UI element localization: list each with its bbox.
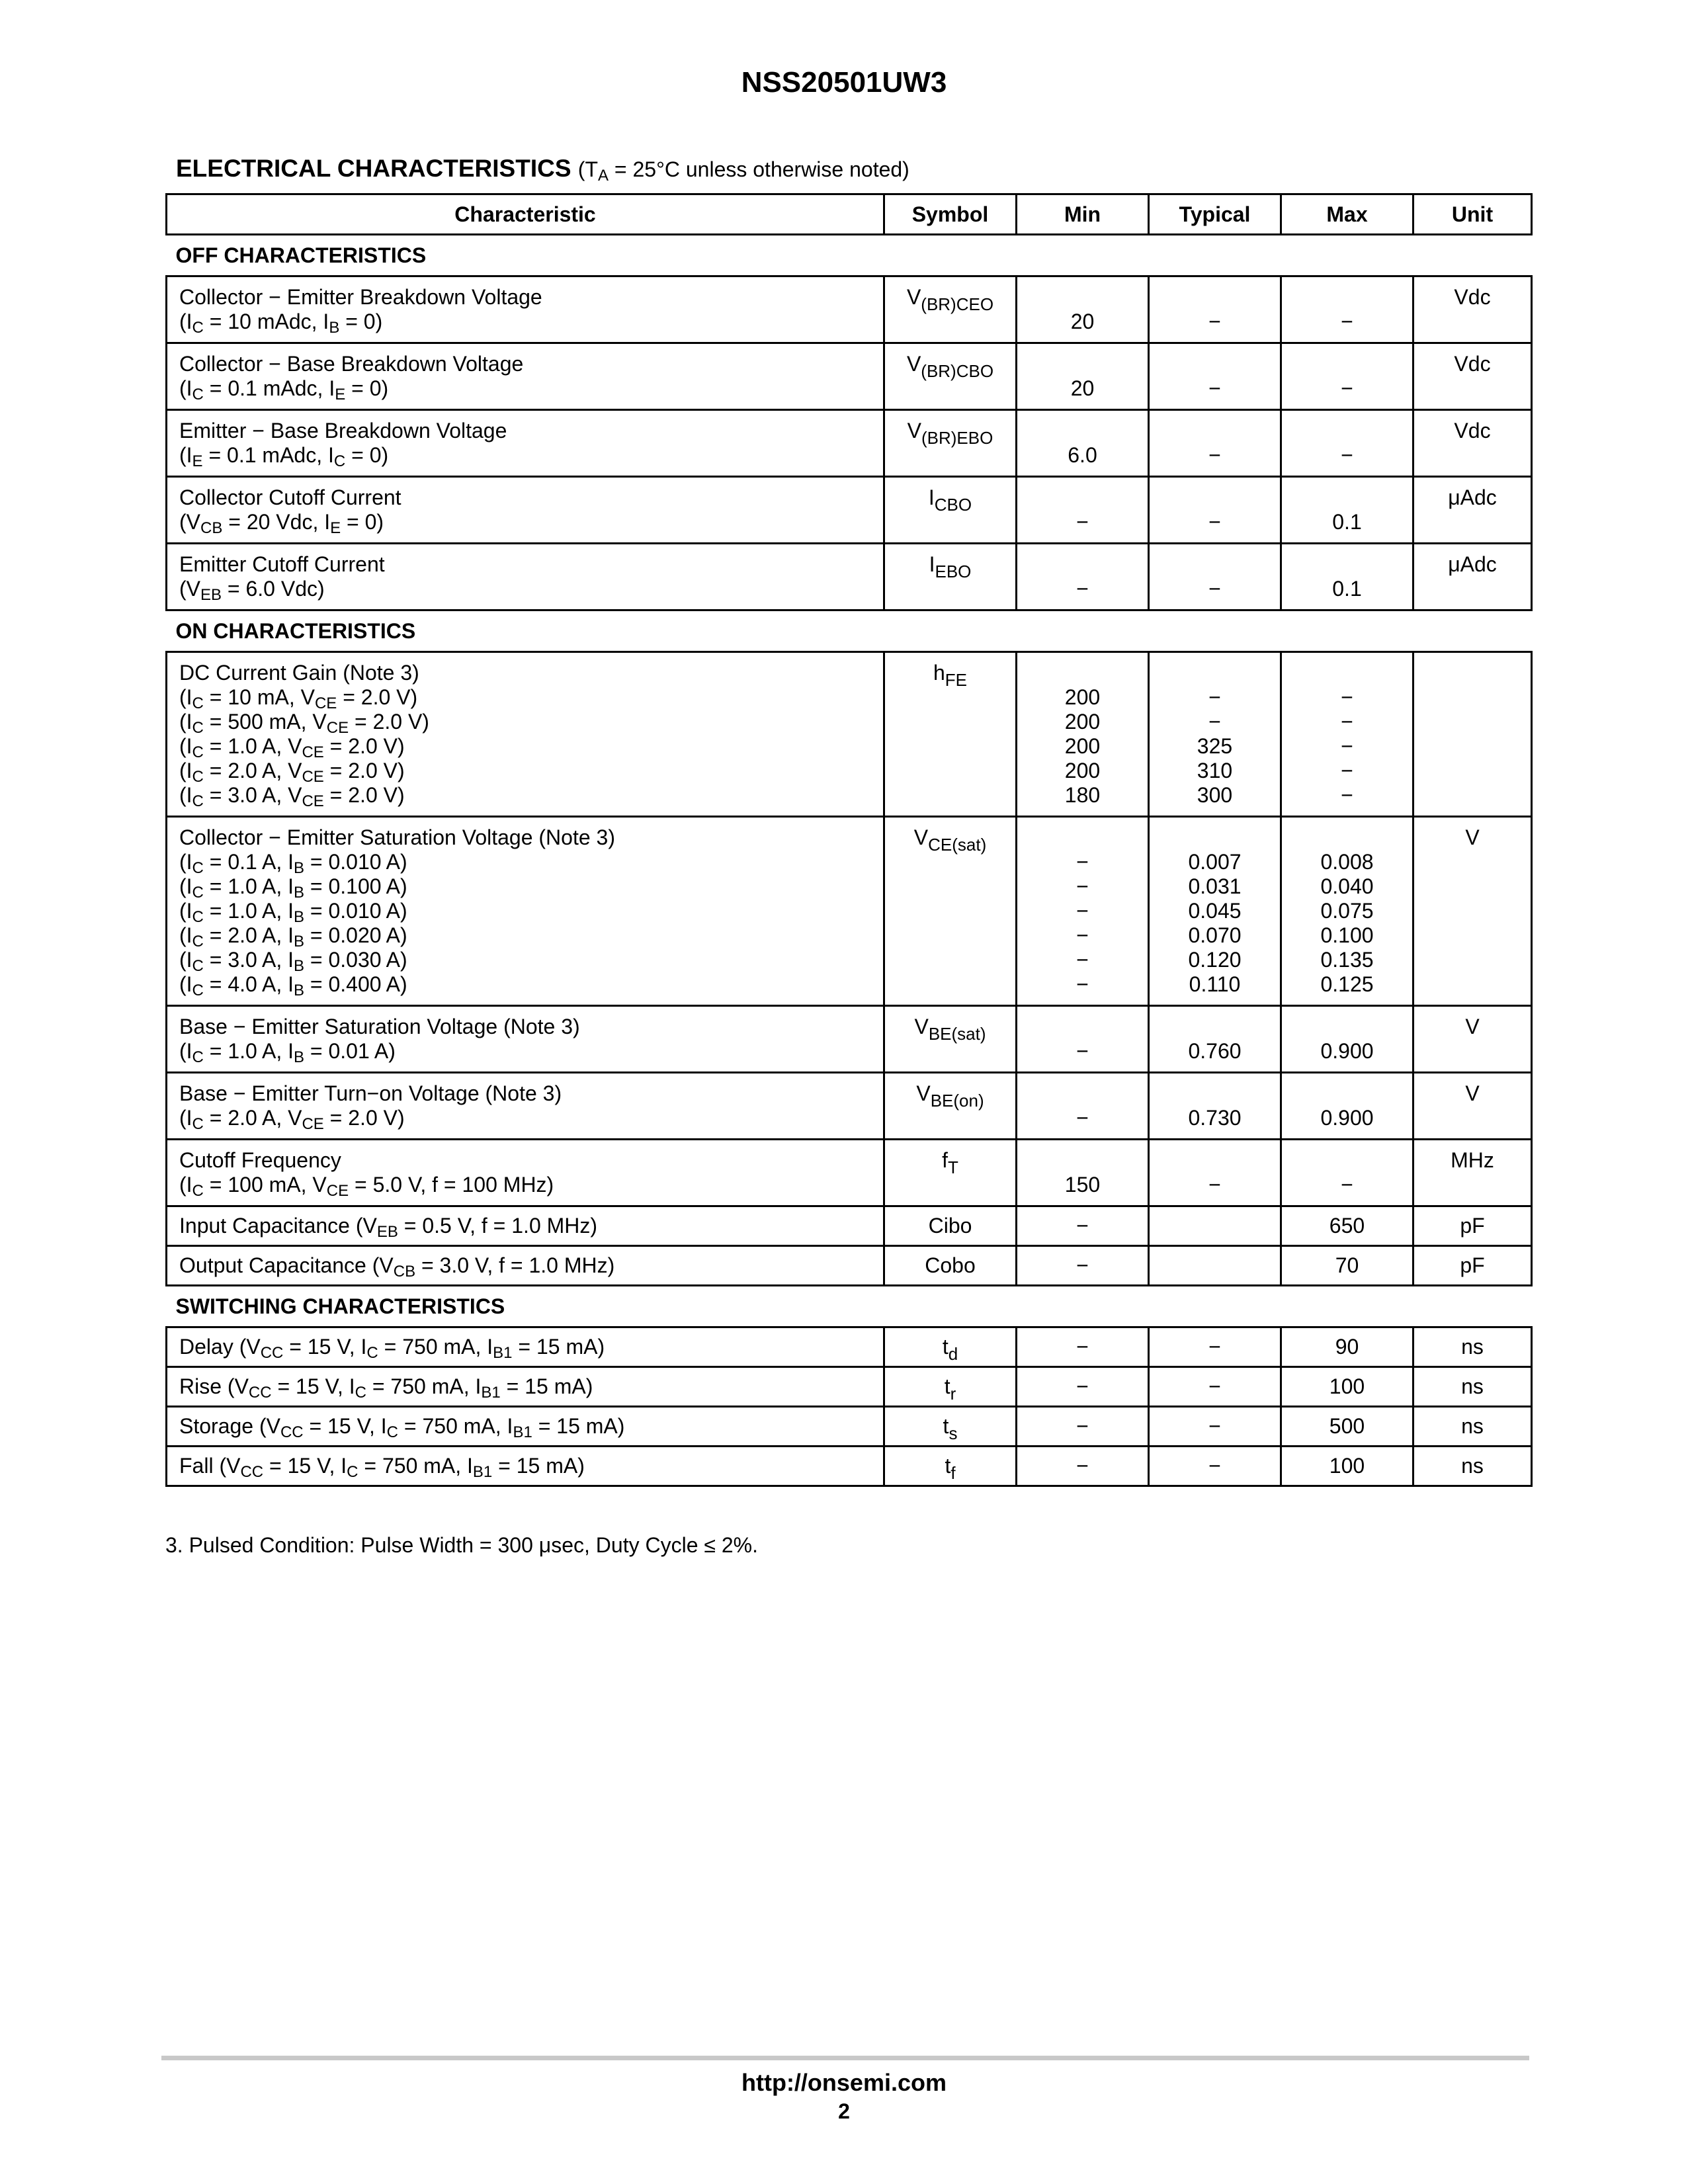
min-cell: 20 — [1017, 343, 1149, 410]
characteristic-cell: Output Capacitance ($V_{CB} = 3.0$ V, f = 1.0 MHz) — [167, 1246, 884, 1286]
symbol-cell: $t_r$ — [884, 1367, 1017, 1407]
unit-cell: V — [1414, 1006, 1532, 1073]
table-row — [167, 276, 1532, 343]
typical-cell: − − 325 310 300 — [1149, 652, 1281, 817]
section-condition: ($T_A = 25^\circ C$ unless otherwise noted) — [577, 157, 909, 185]
symbol-cell: $h_{FE}$ — [884, 652, 1017, 817]
unit-cell: V — [1414, 817, 1532, 1006]
characteristic-cell: Storage ($V_{CC} = 15$ V, $I_C = 750$ mA, $I_{B1} = 15$ mA) — [167, 1407, 884, 1447]
typical-cell: − — [1149, 1140, 1281, 1206]
min-cell: 150 — [1017, 1140, 1149, 1206]
category-row-off — [167, 235, 1532, 276]
typical-cell — [1149, 1246, 1281, 1286]
document-title: NSS20501UW3 — [741, 66, 947, 99]
category-row-on — [167, 610, 1532, 652]
max-cell: 650 — [1281, 1206, 1414, 1246]
footer-link[interactable]: http://onsemi.com — [741, 2069, 947, 2096]
min-cell: − — [1017, 1246, 1149, 1286]
characteristic-cell: Fall ($V_{CC} = 15$ V, $I_C = 750$ mA, $I_{B1} = 15$ mA) — [167, 1447, 884, 1486]
max-cell: − — [1281, 343, 1414, 410]
characteristic-cell: Input Capacitance ($V_{EB} = 0.5$ V, f = 1.0 MHz) — [167, 1206, 884, 1246]
table-header-row — [167, 194, 1532, 235]
min-cell: − — [1017, 1006, 1149, 1073]
unit-cell: ns — [1414, 1407, 1532, 1447]
max-cell: 100 — [1281, 1447, 1414, 1486]
min-cell: − — [1017, 1327, 1149, 1367]
symbol-cell: $t_d$ — [884, 1327, 1017, 1367]
typical-cell: − — [1149, 1327, 1281, 1367]
category-title: OFF CHARACTERISTICS — [167, 235, 1532, 276]
table-row — [167, 1367, 1532, 1407]
typical-cell: − — [1149, 544, 1281, 610]
typical-cell: − — [1149, 1407, 1281, 1447]
table-row — [167, 1206, 1532, 1246]
unit-cell: Vdc — [1414, 410, 1532, 477]
max-cell: − — [1281, 276, 1414, 343]
column-header-max: Max — [1281, 194, 1414, 235]
characteristic-cell: DC Current Gain (Note 3) ($I_C = 10$ mA, $V_{CE} = 2.0$ V) ($I_C = 500$ mA, $V_{CE} = 2.0$ V) ($I_C = 1.0$ A, $V_{CE} = 2.0$ V) ($I_C = 2.0$ A, $V_{CE} = 2.0$ V) ($I_C = 3.0$ A, $V_{CE} = 2.0$ V) — [167, 652, 884, 817]
max-cell: − — [1281, 410, 1414, 477]
category-row-switching — [167, 1286, 1532, 1327]
typical-cell — [1149, 1206, 1281, 1246]
table-row — [167, 817, 1532, 1006]
category-title: SWITCHING CHARACTERISTICS — [167, 1286, 1532, 1327]
symbol-cell: Cobo — [884, 1246, 1017, 1286]
min-cell: 6.0 — [1017, 410, 1149, 477]
max-cell: 0.900 — [1281, 1006, 1414, 1073]
unit-cell: ns — [1414, 1327, 1532, 1367]
table-row — [167, 343, 1532, 410]
column-header-symbol: Symbol — [884, 194, 1017, 235]
characteristic-cell: Collector − Emitter Breakdown Voltage ($I_C = 10$ mAdc, $I_B = 0$) — [167, 276, 884, 343]
characteristic-cell: Base − Emitter Turn−on Voltage (Note 3) ($I_C = 2.0$ A, $V_{CE} = 2.0$ V) — [167, 1073, 884, 1140]
unit-cell: μAdc — [1414, 477, 1532, 544]
typical-cell: − — [1149, 1367, 1281, 1407]
symbol-cell: $I_{EBO}$ — [884, 544, 1017, 610]
max-cell: 100 — [1281, 1367, 1414, 1407]
characteristic-cell: Emitter − Base Breakdown Voltage ($I_E = 0.1$ mAdc, $I_C = 0$) — [167, 410, 884, 477]
characteristic-cell: Delay ($V_{CC} = 15$ V, $I_C = 750$ mA, $I_{B1} = 15$ mA) — [167, 1327, 884, 1367]
max-cell: − − − − − — [1281, 652, 1414, 817]
typical-cell: − — [1149, 343, 1281, 410]
min-cell: − — [1017, 1447, 1149, 1486]
table-row — [167, 1073, 1532, 1140]
characteristic-cell: Rise ($V_{CC} = 15$ V, $I_C = 750$ mA, $I_{B1} = 15$ mA) — [167, 1367, 884, 1407]
symbol-cell: $V_{BE(on)}$ — [884, 1073, 1017, 1140]
unit-cell: pF — [1414, 1246, 1532, 1286]
characteristic-cell: Collector − Emitter Saturation Voltage (Note 3) ($I_C = 0.1$ A, $I_B = 0.010$ A) ($I_C = 1.0$ A, $I_B = 0.100$ A) ($I_C = 1.0$ A, $I_B = 0.010$ A) ($I_C = 2.0$ A, $I_B = 0.020$ A) ($I_C = 3.0$ A, $I_B = 0.030$ A) ($I_C = 4.0$ A, $I_B = 0.400$ A) — [167, 817, 884, 1006]
unit-cell: Vdc — [1414, 276, 1532, 343]
max-cell: 500 — [1281, 1407, 1414, 1447]
max-cell: 70 — [1281, 1246, 1414, 1286]
characteristic-cell: Emitter Cutoff Current ($V_{EB} = 6.0$ Vdc) — [167, 544, 884, 610]
table-row — [167, 1246, 1532, 1286]
max-cell: 0.1 — [1281, 477, 1414, 544]
unit-cell: pF — [1414, 1206, 1532, 1246]
section-heading — [176, 155, 909, 183]
table-row — [167, 1447, 1532, 1486]
max-cell: 0.900 — [1281, 1073, 1414, 1140]
min-cell: − — [1017, 1367, 1149, 1407]
min-cell: − − − − − − — [1017, 817, 1149, 1006]
typical-cell: 0.760 — [1149, 1006, 1281, 1073]
typical-cell: − — [1149, 1447, 1281, 1486]
unit-cell: ns — [1414, 1447, 1532, 1486]
typical-cell: 0.007 0.031 0.045 0.070 0.120 0.110 — [1149, 817, 1281, 1006]
typical-cell: 0.730 — [1149, 1073, 1281, 1140]
symbol-cell: $V_{BE(sat)}$ — [884, 1006, 1017, 1073]
min-cell: − — [1017, 1407, 1149, 1447]
symbol-cell: $V_{(BR)EBO}$ — [884, 410, 1017, 477]
characteristic-cell: Cutoff Frequency ($I_C = 100$ mA, $V_{CE} = 5.0$ V, f = 100 MHz) — [167, 1140, 884, 1206]
table-row — [167, 652, 1532, 817]
table-row — [167, 410, 1532, 477]
symbol-cell: $t_s$ — [884, 1407, 1017, 1447]
max-cell: 90 — [1281, 1327, 1414, 1367]
table-row — [167, 1327, 1532, 1367]
typical-cell: − — [1149, 477, 1281, 544]
min-cell: 200 200 200 200 180 — [1017, 652, 1149, 817]
max-cell: − — [1281, 1140, 1414, 1206]
footnote: 3. Pulsed Condition: Pulse Width = 300 μsec, Duty Cycle ≤ 2%. — [165, 1533, 758, 1557]
table-row — [167, 1407, 1532, 1447]
table-row — [167, 477, 1532, 544]
symbol-cell: $t_f$ — [884, 1447, 1017, 1486]
symbol-cell: $I_{CBO}$ — [884, 477, 1017, 544]
unit-cell: Vdc — [1414, 343, 1532, 410]
min-cell: − — [1017, 544, 1149, 610]
unit-cell: V — [1414, 1073, 1532, 1140]
table-row — [167, 544, 1532, 610]
column-header-unit: Unit — [1414, 194, 1532, 235]
typical-cell: − — [1149, 410, 1281, 477]
unit-cell: MHz — [1414, 1140, 1532, 1206]
symbol-cell: Cibo — [884, 1206, 1017, 1246]
symbol-cell: $V_{CE(sat)}$ — [884, 817, 1017, 1006]
unit-cell: μAdc — [1414, 544, 1532, 610]
symbol-cell: $f_T$ — [884, 1140, 1017, 1206]
column-header-min: Min — [1017, 194, 1149, 235]
typical-cell: − — [1149, 276, 1281, 343]
characteristic-cell: Collector − Base Breakdown Voltage ($I_C = 0.1$ mAdc, $I_E = 0$) — [167, 343, 884, 410]
category-title: ON CHARACTERISTICS — [167, 610, 1532, 652]
min-cell: − — [1017, 1073, 1149, 1140]
electrical-characteristics-table — [165, 193, 1533, 1487]
min-cell: − — [1017, 477, 1149, 544]
max-cell: 0.1 — [1281, 544, 1414, 610]
footer-divider — [161, 2056, 1529, 2060]
characteristic-cell: Base − Emitter Saturation Voltage (Note 3) ($I_C = 1.0$ A, $I_B = 0.01$ A) — [167, 1006, 884, 1073]
min-cell: − — [1017, 1206, 1149, 1246]
table-row — [167, 1140, 1532, 1206]
min-cell: 20 — [1017, 276, 1149, 343]
section-title: ELECTRICAL CHARACTERISTICS — [176, 155, 571, 182]
unit-cell: ns — [1414, 1367, 1532, 1407]
table-row — [167, 1006, 1532, 1073]
max-cell: 0.008 0.040 0.075 0.100 0.135 0.125 — [1281, 817, 1414, 1006]
characteristic-cell: Collector Cutoff Current ($V_{CB} = 20$ Vdc, $I_E = 0$) — [167, 477, 884, 544]
page-number: 2 — [838, 2099, 850, 2123]
column-header-typical: Typical — [1149, 194, 1281, 235]
column-header-characteristic: Characteristic — [167, 194, 884, 235]
symbol-cell: $V_{(BR)CBO}$ — [884, 343, 1017, 410]
symbol-cell: $V_{(BR)CEO}$ — [884, 276, 1017, 343]
unit-cell — [1414, 652, 1532, 817]
